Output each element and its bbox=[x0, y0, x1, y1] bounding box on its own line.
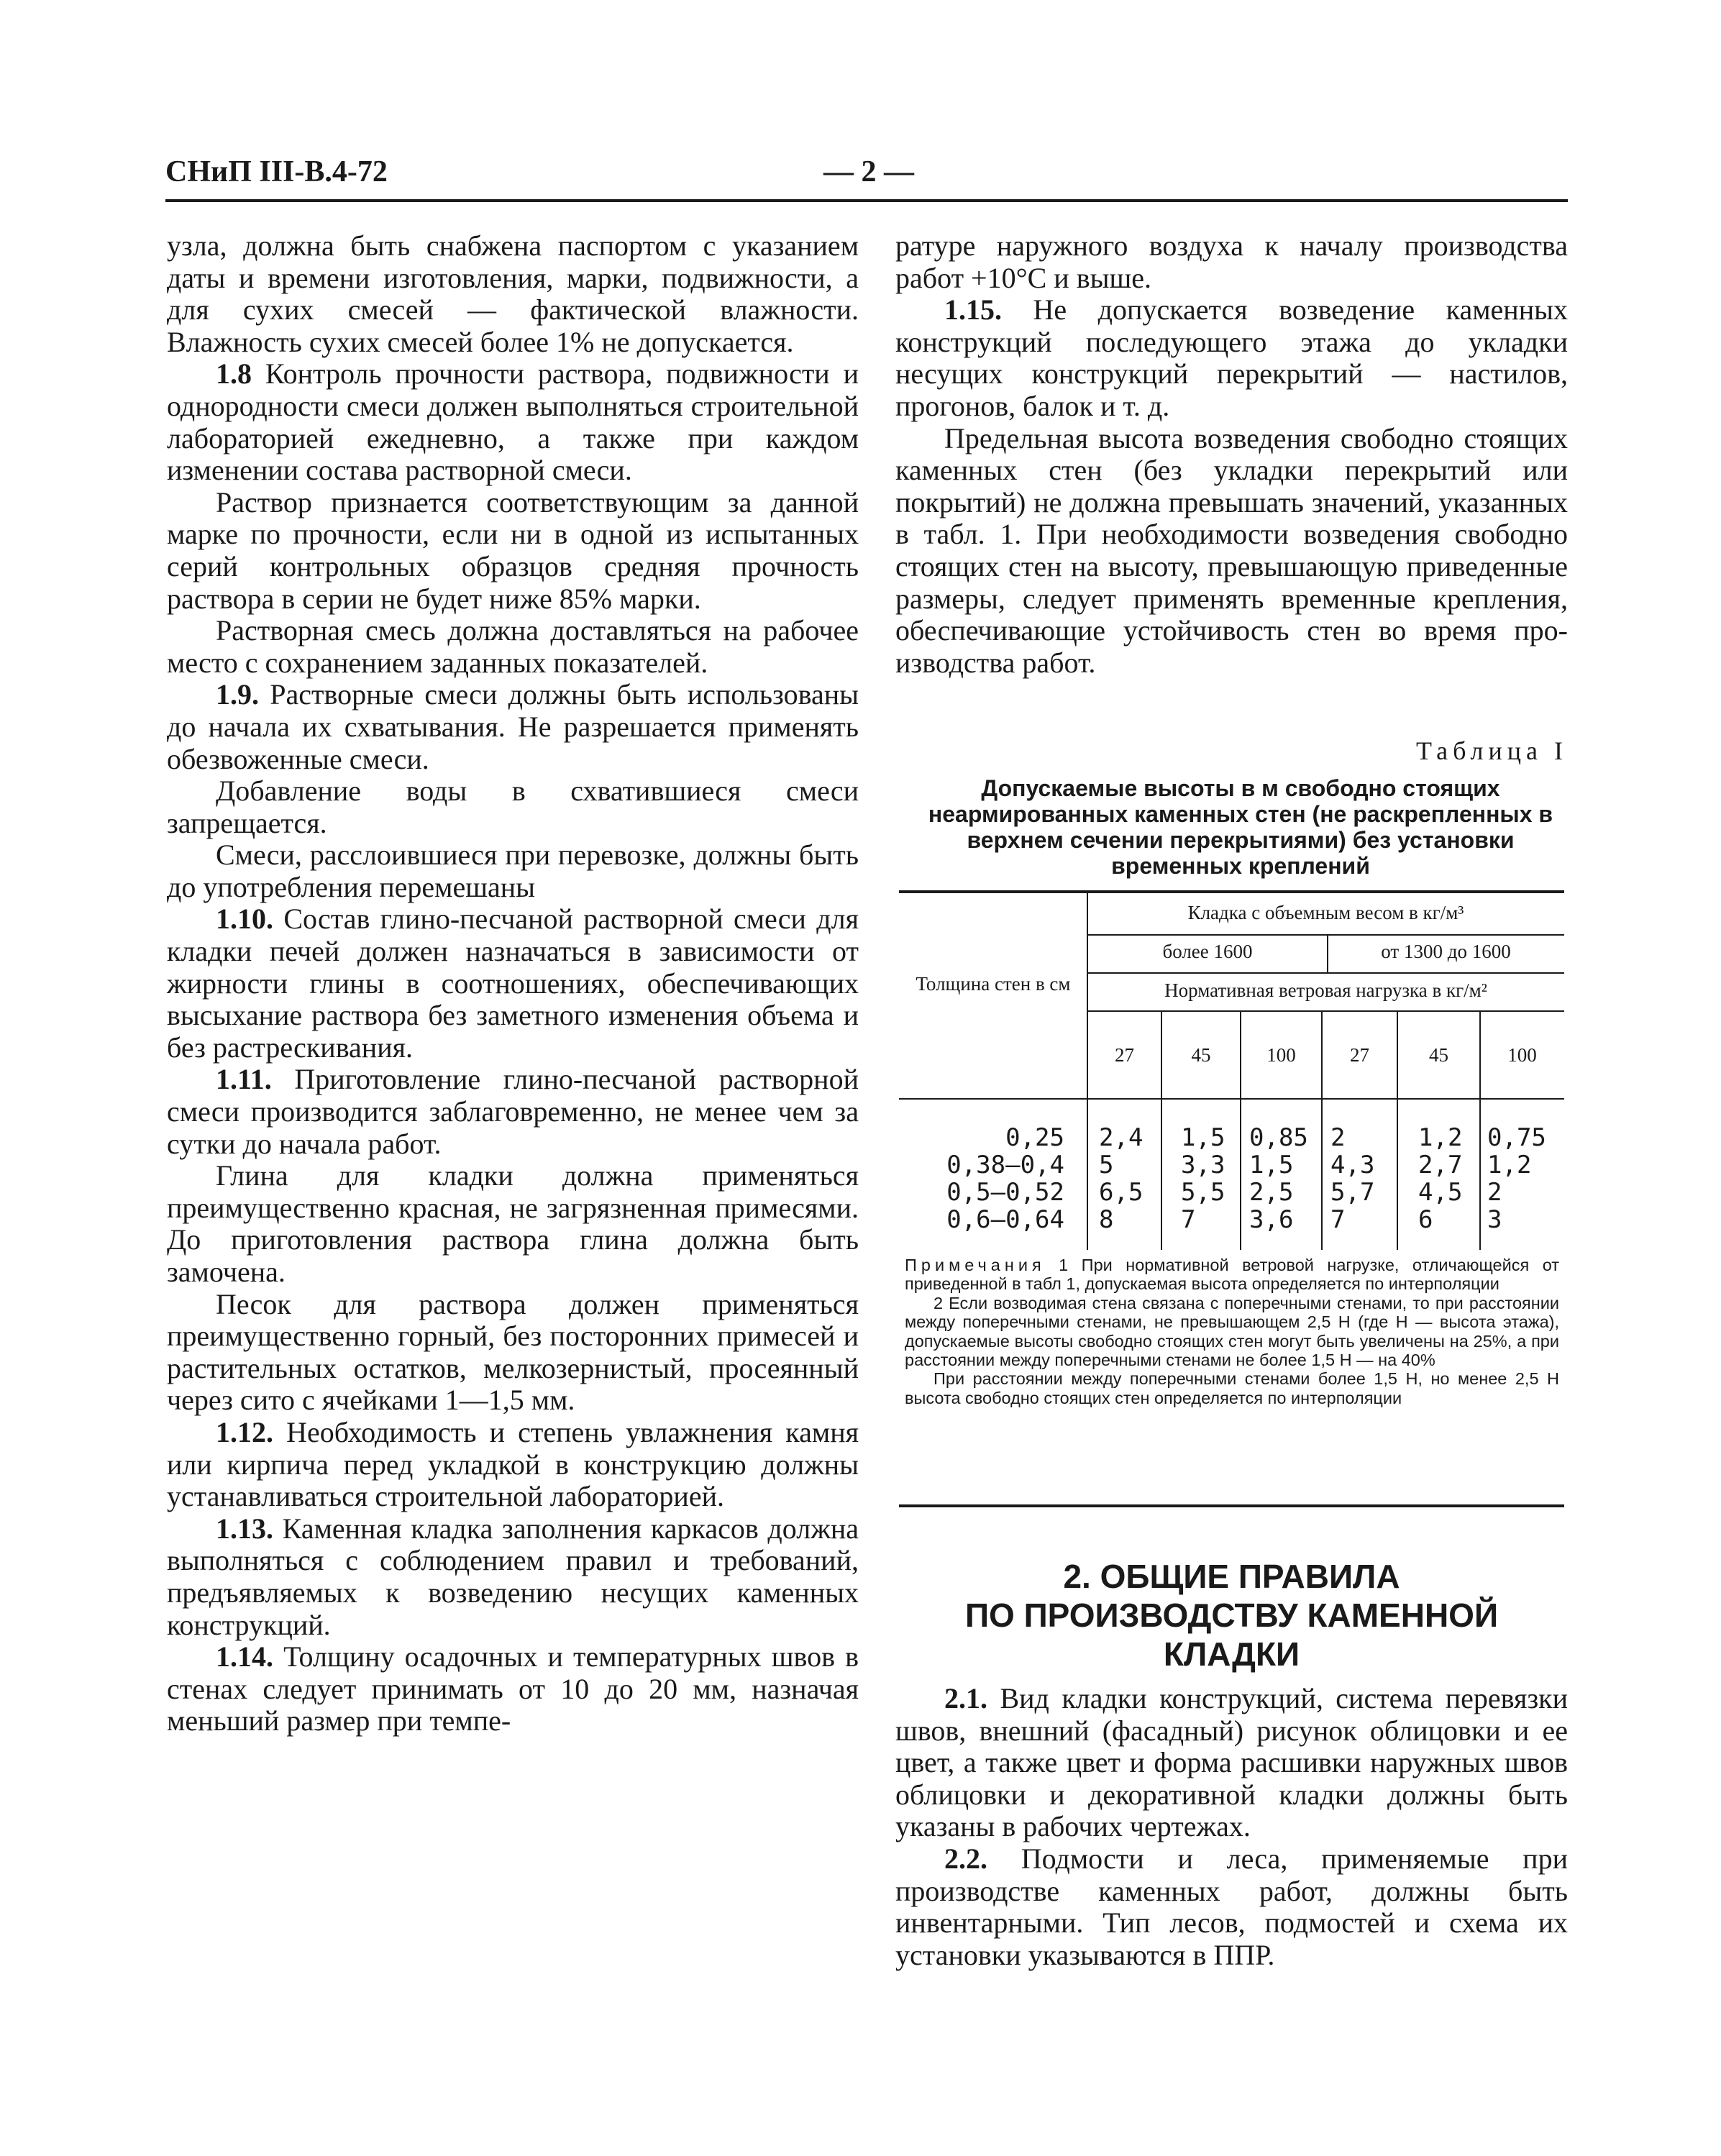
paragraph: Добавление воды в схватившиеся смеси запрещается. bbox=[167, 775, 859, 839]
page-number: — 2 — bbox=[823, 155, 914, 188]
table-cell: 2,5 bbox=[1249, 1178, 1294, 1207]
table-cell: 0,75 bbox=[1487, 1123, 1546, 1152]
paragraph: 1.14. Толщину осадочных и температурных швов в стенах следует принимать от 10 до 20 мм, назначая меньший размер при темпе- bbox=[167, 1640, 859, 1737]
right-column bbox=[895, 230, 1568, 679]
paragraph: Смеси, расслоившиеся при перевозке, должны быть до употребления перемешаны bbox=[167, 839, 859, 903]
document-code: СНиП III-В.4-72 bbox=[165, 155, 388, 188]
table-cell: 5 bbox=[1099, 1151, 1114, 1179]
paragraph: 1.10. Состав глино-песчаной растворной смеси для кладки печей должен назначаться в зависимости от жирности глины в соотношениях, обеспечивающих высыхание раствора без заметного изменения объема и без растрескивания. bbox=[167, 903, 859, 1064]
data-table bbox=[899, 890, 1564, 1509]
table-cell: 0,85 bbox=[1249, 1123, 1308, 1152]
paragraph: ратуре наружного воздуха к началу производства работ +10°С и выше. bbox=[895, 229, 1568, 294]
table-cell: 1,2 bbox=[1487, 1151, 1532, 1179]
paragraph: 1.8 Контроль прочности раствора, подвижности и однородности смеси должен выполняться строительной лабораторией ежедневно, а также при каждом изменении состава растворной смеси. bbox=[167, 357, 859, 487]
table-cell: 7 bbox=[1330, 1205, 1346, 1234]
table-cell: 5,5 bbox=[1181, 1178, 1225, 1207]
table-cell: 7 bbox=[1181, 1205, 1196, 1234]
paragraph: Раствор признается соответствующим за данной марке по прочности, если ни в одной из испытанных серий контрольных образцов средняя прочность раствора в серии не будет ниже 85% марки. bbox=[167, 485, 859, 615]
table-cell: 1,5 bbox=[1249, 1151, 1294, 1179]
table-cell-thickness: 0,38—0,4 bbox=[946, 1151, 1064, 1179]
table-subgroup-header: от 1300 до 1600 bbox=[1381, 941, 1511, 962]
table-cell-thickness: 0,6—0,64 bbox=[946, 1205, 1064, 1234]
section-title: 2. ОБЩИЕ ПРАВИЛА ПО ПРОИЗВОДСТВУ КАМЕННОЙ КЛАДКИ bbox=[964, 1558, 1499, 1673]
table-group-header: Кладка с объемным весом в кг/м³ bbox=[1187, 902, 1464, 923]
section2-body bbox=[895, 1683, 1568, 1971]
table-title: Допускаемые высоты в м свободно стоящих неармированных каменных стен (не раскрепленных в верхнем сечении перекрытиями) без установки временных креплений bbox=[928, 775, 1553, 879]
table-load-value: 100 bbox=[1507, 1044, 1537, 1066]
paragraph: 1.12. Необходимость и степень увлажнения камня или кирпича перед укладкой в конструкцию должны устанавливаться строительной лабораторией. bbox=[167, 1415, 859, 1513]
paragraph: 1.15. Не допускается возведение каменных конструкций последующего этажа до укладки несущих конструкций перекрытий — настилов, прогонов, балок и т. д. bbox=[895, 293, 1568, 422]
table-load-value: 45 bbox=[1191, 1044, 1211, 1066]
notes-label: Примечания bbox=[905, 1256, 1046, 1274]
table-cell: 3 bbox=[1487, 1205, 1502, 1234]
table-load-value: 100 bbox=[1266, 1044, 1296, 1066]
table-note: При расстоянии между поперечными стенами более 1,5 Н, но менее 2,5 Н высота свободно стоящих стен определяется по интерполяции bbox=[905, 1369, 1559, 1407]
table-load-value: 27 bbox=[1350, 1044, 1369, 1066]
table-cell-thickness: 0,25 bbox=[1005, 1123, 1064, 1152]
table-load-header: Нормативная ветровая нагрузка в кг/м² bbox=[1164, 979, 1487, 1001]
table-cell: 1,5 bbox=[1181, 1123, 1225, 1152]
table-caption: Таблица I bbox=[1416, 736, 1568, 765]
table-cell: 5,7 bbox=[1330, 1178, 1375, 1207]
paragraph: Растворная смесь должна доставляться на рабочее место с сохранением заданных показателей. bbox=[167, 614, 859, 679]
paragraph: Предельная высота возведения свободно стоящих каменных стен (без укладки перекрытий или покрытий) не должна превышать значений, указанных в табл. 1. При необходимости возведения свободно стоящих стен на высоту, превышающую приведенные размеры, следует применять временные крепления, обеспечивающие устойчивость стен во время производства работ. bbox=[895, 421, 1568, 679]
table-note: Примечания 1 При нормативной ветровой нагрузке, отличающейся от приведенной в табл 1, допускаемая высота определяется по интерполяции bbox=[905, 1256, 1560, 1294]
table-cell: 2 bbox=[1487, 1178, 1502, 1207]
paragraph: 1.13. Каменная кладка заполнения каркасов должна выполняться с соблюдением правил и требований, предъявляемых к возведению несущих каменных конструкций. bbox=[167, 1512, 859, 1641]
table-cell: 3,3 bbox=[1181, 1151, 1225, 1179]
paragraph: 2.2. Подмости и леса, применяемые при производстве каменных работ, должны быть инвентарными. Тип лесов, подмостей и схема их установки указываются в ППР. bbox=[895, 1842, 1568, 1971]
paragraph: 1.11. Приготовление глино-песчаной растворной смеси производится заблаговременно, не менее чем за сутки до начала работ. bbox=[167, 1063, 859, 1160]
table-load-value: 27 bbox=[1115, 1044, 1134, 1066]
table-notes bbox=[905, 1256, 1559, 1407]
table-cell: 4,3 bbox=[1330, 1151, 1375, 1179]
table-note: 2 Если возводимая стена связана с поперечными стенами, то при расстоянии между поперечными стенами, не превышающем 2,5 Н (где Н — высота этажа), допускаемые высоты свободно стоящих стен могут быть увеличены на 25%, а при расстоянии между поперечными стенами не более 1,5 Н — на 40% bbox=[905, 1293, 1559, 1370]
table-cell: 2 bbox=[1330, 1123, 1346, 1152]
table-subgroup-header: более 1600 bbox=[1162, 941, 1253, 962]
table-cell: 6,5 bbox=[1099, 1178, 1143, 1207]
left-column bbox=[167, 230, 859, 1737]
paragraph: Глина для кладки должна применяться преимущественно красная, не загрязненная примесями. До приготовления раствора глина должна быть замочена. bbox=[167, 1159, 859, 1288]
paragraph: 1.9. Растворные смеси должны быть использованы до начала их схватывания. Не разрешается применять обезвоженные смеси. bbox=[167, 678, 859, 775]
paragraph: Песок для раствора должен применяться преимущественно горный, без посторонних примесей и растительных остатков, мелкозернистый, просеянный через сито с ячейками 1—1,5 мм. bbox=[167, 1287, 859, 1417]
table-cell: 2,7 bbox=[1418, 1151, 1463, 1179]
table-cell: 8 bbox=[1099, 1205, 1114, 1234]
table-cell: 2,4 bbox=[1099, 1123, 1143, 1152]
table-row-header: Толщина стен в см bbox=[916, 973, 1071, 995]
table-cell: 3,6 bbox=[1249, 1205, 1294, 1234]
table-cell: 6 bbox=[1418, 1205, 1433, 1234]
header-rule bbox=[165, 199, 1568, 202]
paragraph: 2.1. Вид кладки конструкций, система перевязки швов, внешний (фасадный) рисунок облицовки и ее цвет, а также цвет и форма расшивки наружных швов облицовки и декоративной кладки должны быть указаны в рабочих чертежах. bbox=[895, 1682, 1568, 1843]
table-cell: 4,5 bbox=[1418, 1178, 1463, 1207]
table-cell: 1,2 bbox=[1418, 1123, 1463, 1152]
paragraph: узла, должна быть снабжена паспортом с указанием даты и времени изготовления, марки, подвижности, а для сухих смесей — фактической влажности. Влажность сухих смесей более 1% не допускается. bbox=[167, 229, 859, 358]
table-cell-thickness: 0,5—0,52 bbox=[946, 1178, 1064, 1207]
table-load-value: 45 bbox=[1429, 1044, 1448, 1066]
